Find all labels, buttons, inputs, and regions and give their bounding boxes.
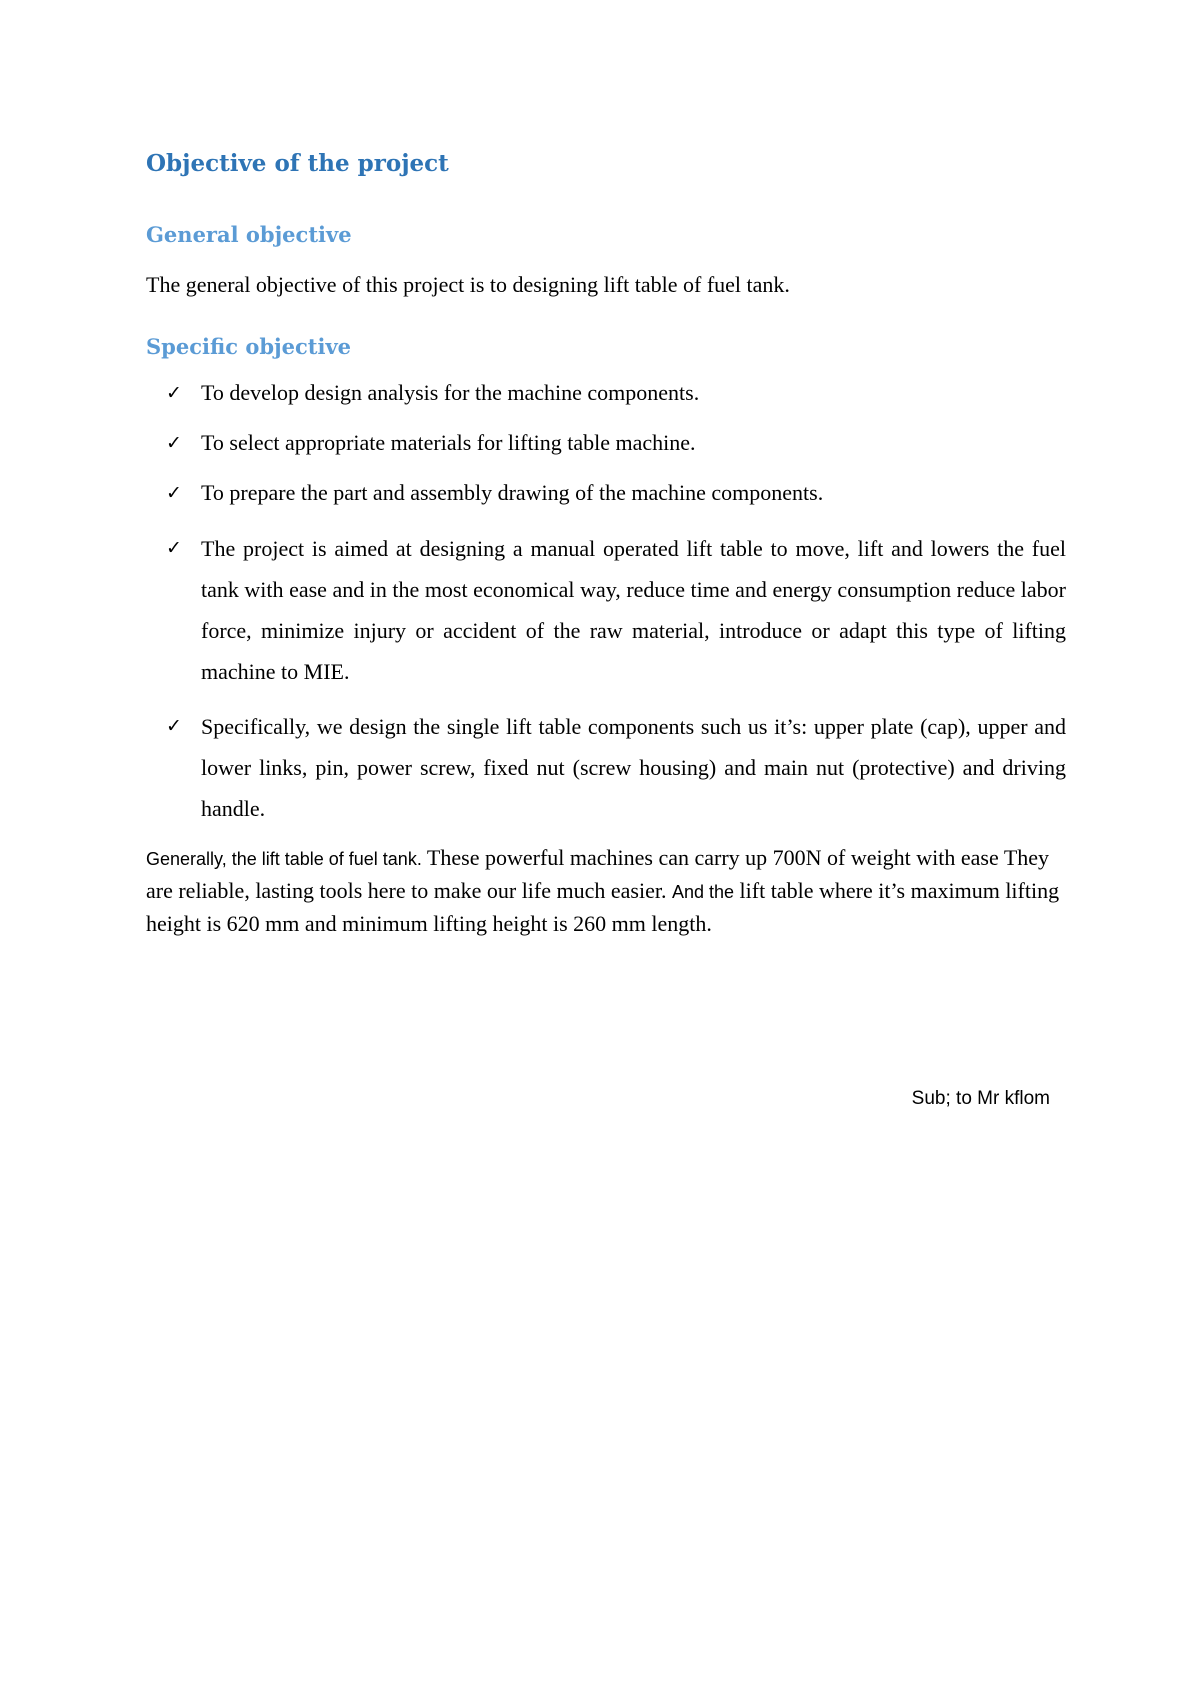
specific-objective-item-text: To prepare the part and assembly drawing of the machine components. <box>201 480 824 505</box>
summary-part-1: These powerful machines can carry up 700N of weight with ease They are reliable, lasting tools here to make our life much easier. <box>146 845 1050 903</box>
specific-objective-item <box>146 428 1066 458</box>
check-icon: ✓ <box>166 715 182 737</box>
specific-objective-item-text: To develop design analysis for the machine components. <box>201 380 700 405</box>
document-title: Objective of the project <box>146 150 449 177</box>
summary-mid: And the <box>671 882 735 902</box>
specific-objective-item <box>146 478 1066 508</box>
specific-objective-item <box>146 528 1066 692</box>
specific-objective-item-text: The project is aimed at designing a manual operated lift table to move, lift and lowers the fuel tank with ease and in the most economical way, reduce time and energy consumption reduce labor force, minimize injury or accident of the raw material, introduce or adapt this type of lifting machine to MIE. <box>201 536 1066 684</box>
specific-objective-item <box>146 706 1066 829</box>
check-icon: ✓ <box>166 482 182 504</box>
submission-note: Sub; to Mr kflom <box>911 1088 1050 1109</box>
general-objective-text: The general objective of this project is to designing lift table of fuel tank. <box>146 272 790 297</box>
specific-objective-heading: Specific objective <box>146 334 352 359</box>
check-icon: ✓ <box>166 382 182 404</box>
summary-lead: Generally, the lift table of fuel tank. <box>146 849 422 869</box>
specific-objective-item-text: To select appropriate materials for lifting table machine. <box>201 430 696 455</box>
general-objective-heading: General objective <box>146 222 352 247</box>
specific-objective-item <box>146 378 1066 408</box>
check-icon: ✓ <box>166 432 182 454</box>
check-icon: ✓ <box>166 537 182 559</box>
summary-part-2: lift table where it’s maximum lifting height is 620 mm and minimum lifting height is 260 mm length. <box>146 878 1060 936</box>
specific-objective-item-text: Specifically, we design the single lift table components such us it’s: upper plate (cap), upper and lower links, pin, power screw, fixed nut (screw housing) and main nut (protective) and driving handle. <box>201 714 1066 821</box>
specific-objective-list <box>146 378 1066 843</box>
summary-paragraph <box>146 842 1066 939</box>
